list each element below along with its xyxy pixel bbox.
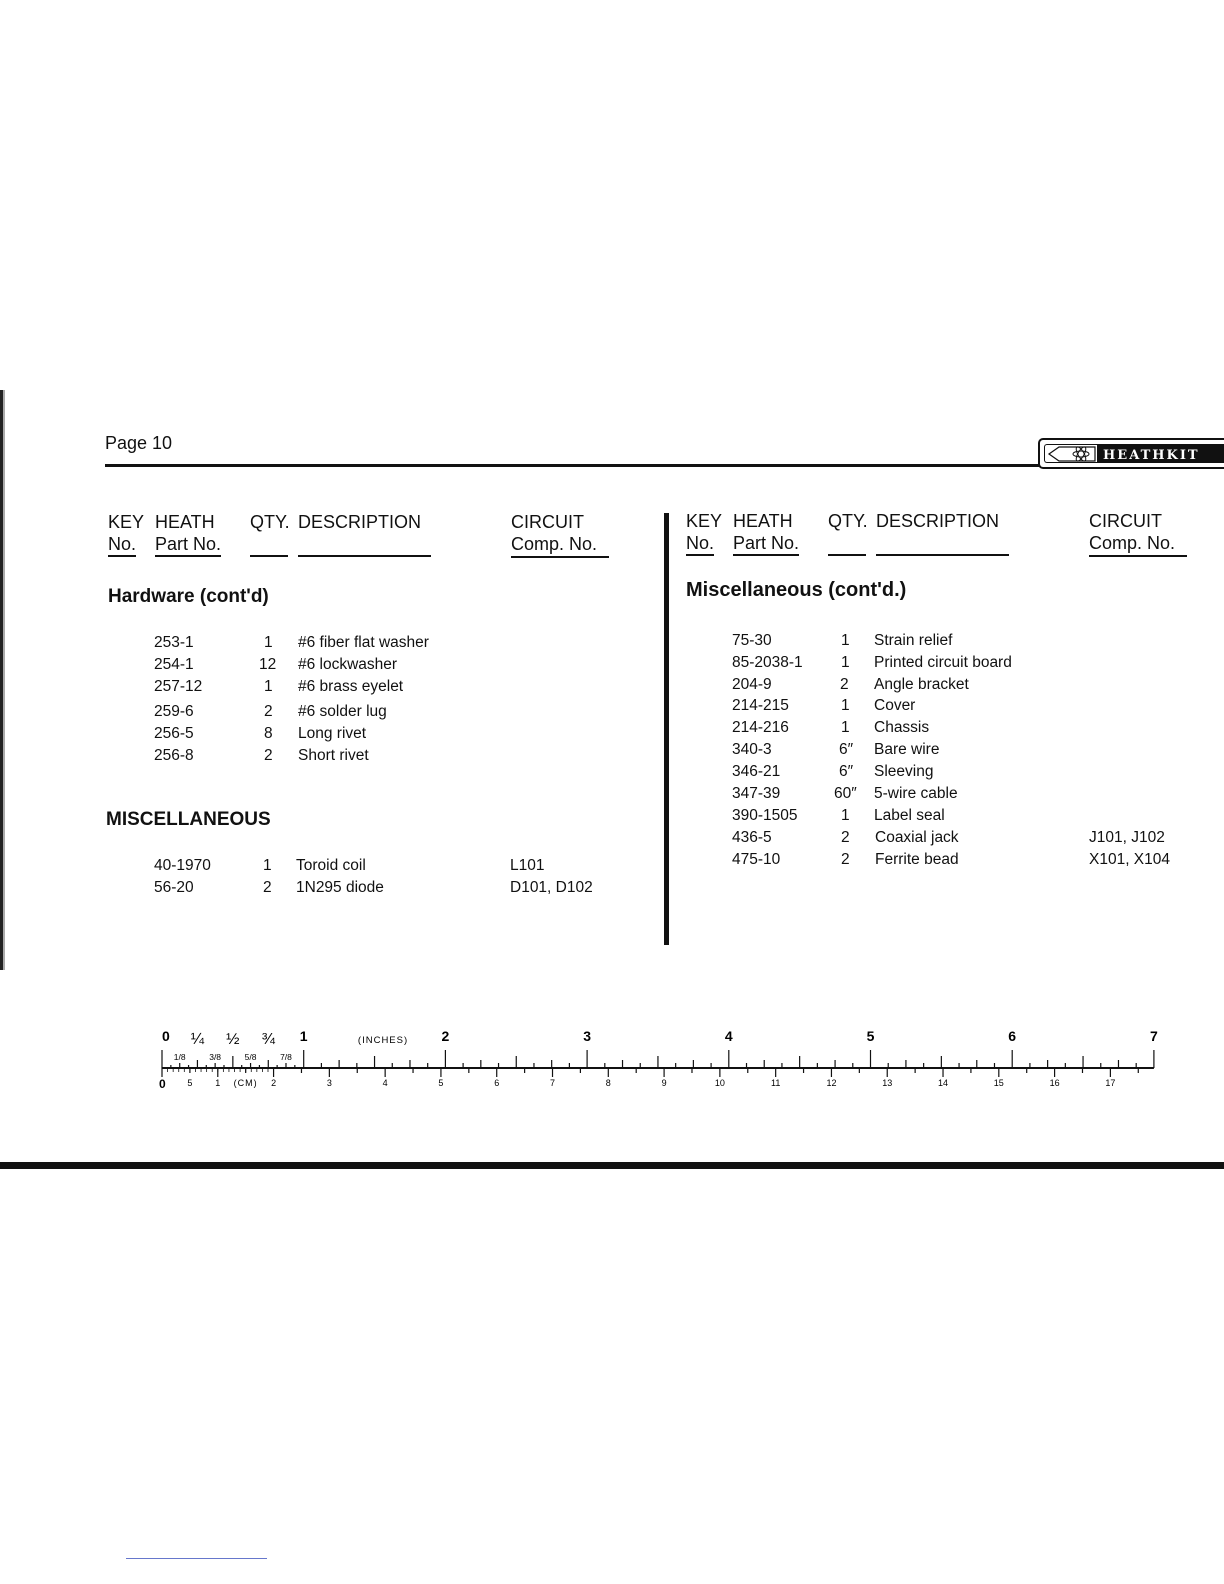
- cm-number-label: 8: [605, 1078, 611, 1088]
- cm-number-label: 2: [271, 1078, 277, 1088]
- cm-number-label: 11: [770, 1078, 781, 1088]
- left-key-header: KEY No.: [108, 511, 144, 555]
- list-item-qty: 1: [264, 634, 273, 651]
- list-item-desc: 5-wire cable: [874, 785, 958, 802]
- list-item-desc: Bare wire: [874, 741, 940, 758]
- left-comp-header: Comp. No.: [511, 533, 609, 558]
- list-item-qty: 1: [841, 654, 850, 671]
- list-item-qty: 1: [841, 807, 850, 824]
- list-item-qty: 6″: [839, 741, 854, 758]
- list-item-qty: 2: [841, 851, 850, 868]
- list-item-comp: X101, X104: [1089, 851, 1171, 868]
- left-desc-header: DESCRIPTION: [298, 512, 422, 532]
- list-item-desc: #6 solder lug: [298, 703, 387, 720]
- list-item-desc: Angle bracket: [874, 676, 969, 693]
- list-item-part: 254-1: [154, 656, 194, 673]
- list-item-qty: 2: [264, 747, 273, 764]
- inch-number-label: 2: [441, 1028, 450, 1044]
- list-item-desc: Cover: [874, 697, 916, 714]
- half-cm-label: 5: [187, 1078, 193, 1088]
- cm-number-label: 10: [714, 1078, 725, 1088]
- left-no-header: No.: [108, 534, 136, 557]
- list-item-desc: #6 brass eyelet: [298, 678, 404, 695]
- inch-number-label: 7: [1150, 1028, 1158, 1044]
- list-item-comp: D101, D102: [510, 879, 593, 896]
- hardware-section-title: Hardware (cont'd): [108, 586, 269, 607]
- inch-number-label: 6: [1008, 1028, 1017, 1044]
- list-item-part: 257-12: [154, 678, 203, 695]
- cm-number-label: 16: [1049, 1078, 1060, 1088]
- right-qty-header: QTY.: [828, 511, 868, 531]
- inch-fraction-label: ½: [226, 1031, 240, 1048]
- cm-number-label: 3: [326, 1078, 332, 1088]
- left-circuit-header: CIRCUIT Comp. No.: [511, 511, 609, 558]
- bottom-rule: [0, 1162, 1224, 1169]
- list-item-desc: #6 fiber flat washer: [298, 634, 429, 651]
- list-item-desc: 1N295 diode: [296, 879, 384, 896]
- measuring-ruler: [150, 1022, 1180, 1098]
- list-item-qty: 1: [841, 632, 850, 649]
- list-item-qty: 2: [841, 829, 850, 846]
- heathkit-logo: [1038, 438, 1224, 469]
- list-item-part: 256-8: [154, 747, 194, 764]
- list-item-part: 256-5: [154, 725, 194, 742]
- list-item-part: 56-20: [154, 879, 194, 896]
- list-item-desc: Chassis: [874, 719, 930, 736]
- list-item-qty: 6″: [839, 763, 854, 780]
- inches-unit-label: (INCHES): [357, 1035, 409, 1046]
- cm-number-label: 6: [494, 1078, 500, 1088]
- right-no-header: No.: [686, 533, 714, 556]
- right-part-header: Part No.: [733, 533, 799, 556]
- eighth-inch-label: 7/8: [280, 1052, 292, 1062]
- list-item-part: 347-39: [732, 785, 781, 802]
- right-heath-header: HEATH Part No.: [733, 510, 799, 554]
- miscellaneous-section-title: MISCELLANEOUS: [106, 809, 271, 830]
- cm-number-label: 4: [382, 1078, 388, 1088]
- list-item-desc: Toroid coil: [296, 857, 366, 874]
- inch-number-label: 4: [724, 1028, 733, 1044]
- list-item-desc: Short rivet: [298, 747, 369, 764]
- right-comp-header: Comp. No.: [1089, 532, 1187, 557]
- left-desc-rule: [298, 555, 431, 557]
- inch-number-label: 0: [162, 1028, 170, 1044]
- list-item-part: 436-5: [732, 829, 772, 846]
- cm-unit-label: (CM): [233, 1078, 258, 1088]
- list-item-part: 214-216: [732, 719, 789, 736]
- right-circuit-header: CIRCUIT Comp. No.: [1089, 510, 1187, 557]
- misc-contd-section-title: Miscellaneous (cont'd.): [686, 579, 907, 601]
- right-desc-header: DESCRIPTION: [876, 511, 1000, 531]
- cm-number-label: 1: [215, 1078, 221, 1088]
- left-qty-header: QTY.: [250, 512, 290, 532]
- list-item-part: 204-9: [732, 676, 772, 693]
- inch-fraction-label: ¾: [261, 1031, 275, 1048]
- left-qty-rule: [250, 555, 288, 557]
- footer-link-line: [126, 1558, 267, 1559]
- right-key-header: KEY No.: [686, 510, 722, 554]
- list-item-qty: 8: [264, 725, 273, 742]
- list-item-desc: Long rivet: [298, 725, 367, 742]
- list-item-part: 214-215: [732, 697, 789, 714]
- list-item-part: 259-6: [154, 703, 194, 720]
- list-item-desc: Strain relief: [874, 632, 953, 649]
- cm-number-label: 17: [1105, 1078, 1116, 1088]
- list-item-qty: 2: [263, 879, 272, 896]
- inch-number-label: 5: [866, 1028, 875, 1044]
- inch-fraction-label: ¼: [190, 1031, 205, 1048]
- list-item-qty: 2: [264, 703, 273, 720]
- eighth-inch-label: 1/8: [173, 1052, 186, 1062]
- logo-wordmark: HEATHKIT: [1097, 445, 1224, 462]
- list-item-part: 85-2038-1: [732, 654, 803, 671]
- cm-number-label: 14: [938, 1078, 949, 1088]
- list-item-comp: L101: [510, 857, 545, 874]
- list-item-part: 40-1970: [154, 857, 211, 874]
- list-item-part: 346-21: [732, 763, 781, 780]
- column-divider: [664, 513, 669, 945]
- eighth-inch-label: 5/8: [244, 1052, 257, 1062]
- right-qty-rule: [828, 554, 866, 556]
- list-item-desc: Coaxial jack: [875, 829, 959, 846]
- list-item-part: 253-1: [154, 634, 194, 651]
- list-item-desc: Ferrite bead: [875, 851, 959, 868]
- cm-number-label: 12: [826, 1078, 837, 1088]
- list-item-qty: 1: [841, 697, 850, 714]
- list-item-qty: 12: [259, 656, 277, 673]
- list-item-desc: Printed circuit board: [874, 654, 1012, 671]
- inch-number-label: 3: [583, 1028, 591, 1044]
- eighth-inch-label: 3/8: [209, 1052, 222, 1062]
- list-item-part: 475-10: [732, 851, 781, 868]
- list-item-comp: J101, J102: [1089, 829, 1165, 846]
- cm-number-label: 9: [661, 1078, 667, 1088]
- list-item-qty: 1: [263, 857, 272, 874]
- list-item-qty: 2: [840, 676, 849, 693]
- right-desc-rule: [876, 554, 1009, 556]
- list-item-desc: #6 lockwasher: [298, 656, 398, 673]
- cm-number-label: 5: [438, 1078, 444, 1088]
- inch-number-label: 1: [299, 1028, 308, 1044]
- list-item-part: 340-3: [732, 741, 772, 758]
- left-heath-header: HEATH Part No.: [155, 511, 221, 555]
- cm-number-label: 13: [882, 1078, 893, 1088]
- left-part-header: Part No.: [155, 534, 221, 557]
- page-number: Page 10: [105, 433, 173, 453]
- list-item-part: 390-1505: [732, 807, 798, 824]
- list-item-qty: 1: [264, 678, 273, 695]
- scan-edge: [0, 390, 8, 970]
- list-item-desc: Label seal: [874, 807, 945, 824]
- cm-number-label: 0: [159, 1077, 166, 1091]
- list-item-qty: 1: [841, 719, 850, 736]
- cm-number-label: 15: [993, 1078, 1004, 1088]
- list-item-desc: Sleeving: [874, 763, 934, 780]
- list-item-qty: 60″: [834, 785, 857, 802]
- list-item-part: 75-30: [732, 632, 772, 649]
- atom-arrow-icon: [1047, 445, 1097, 463]
- cm-number-label: 7: [550, 1078, 556, 1088]
